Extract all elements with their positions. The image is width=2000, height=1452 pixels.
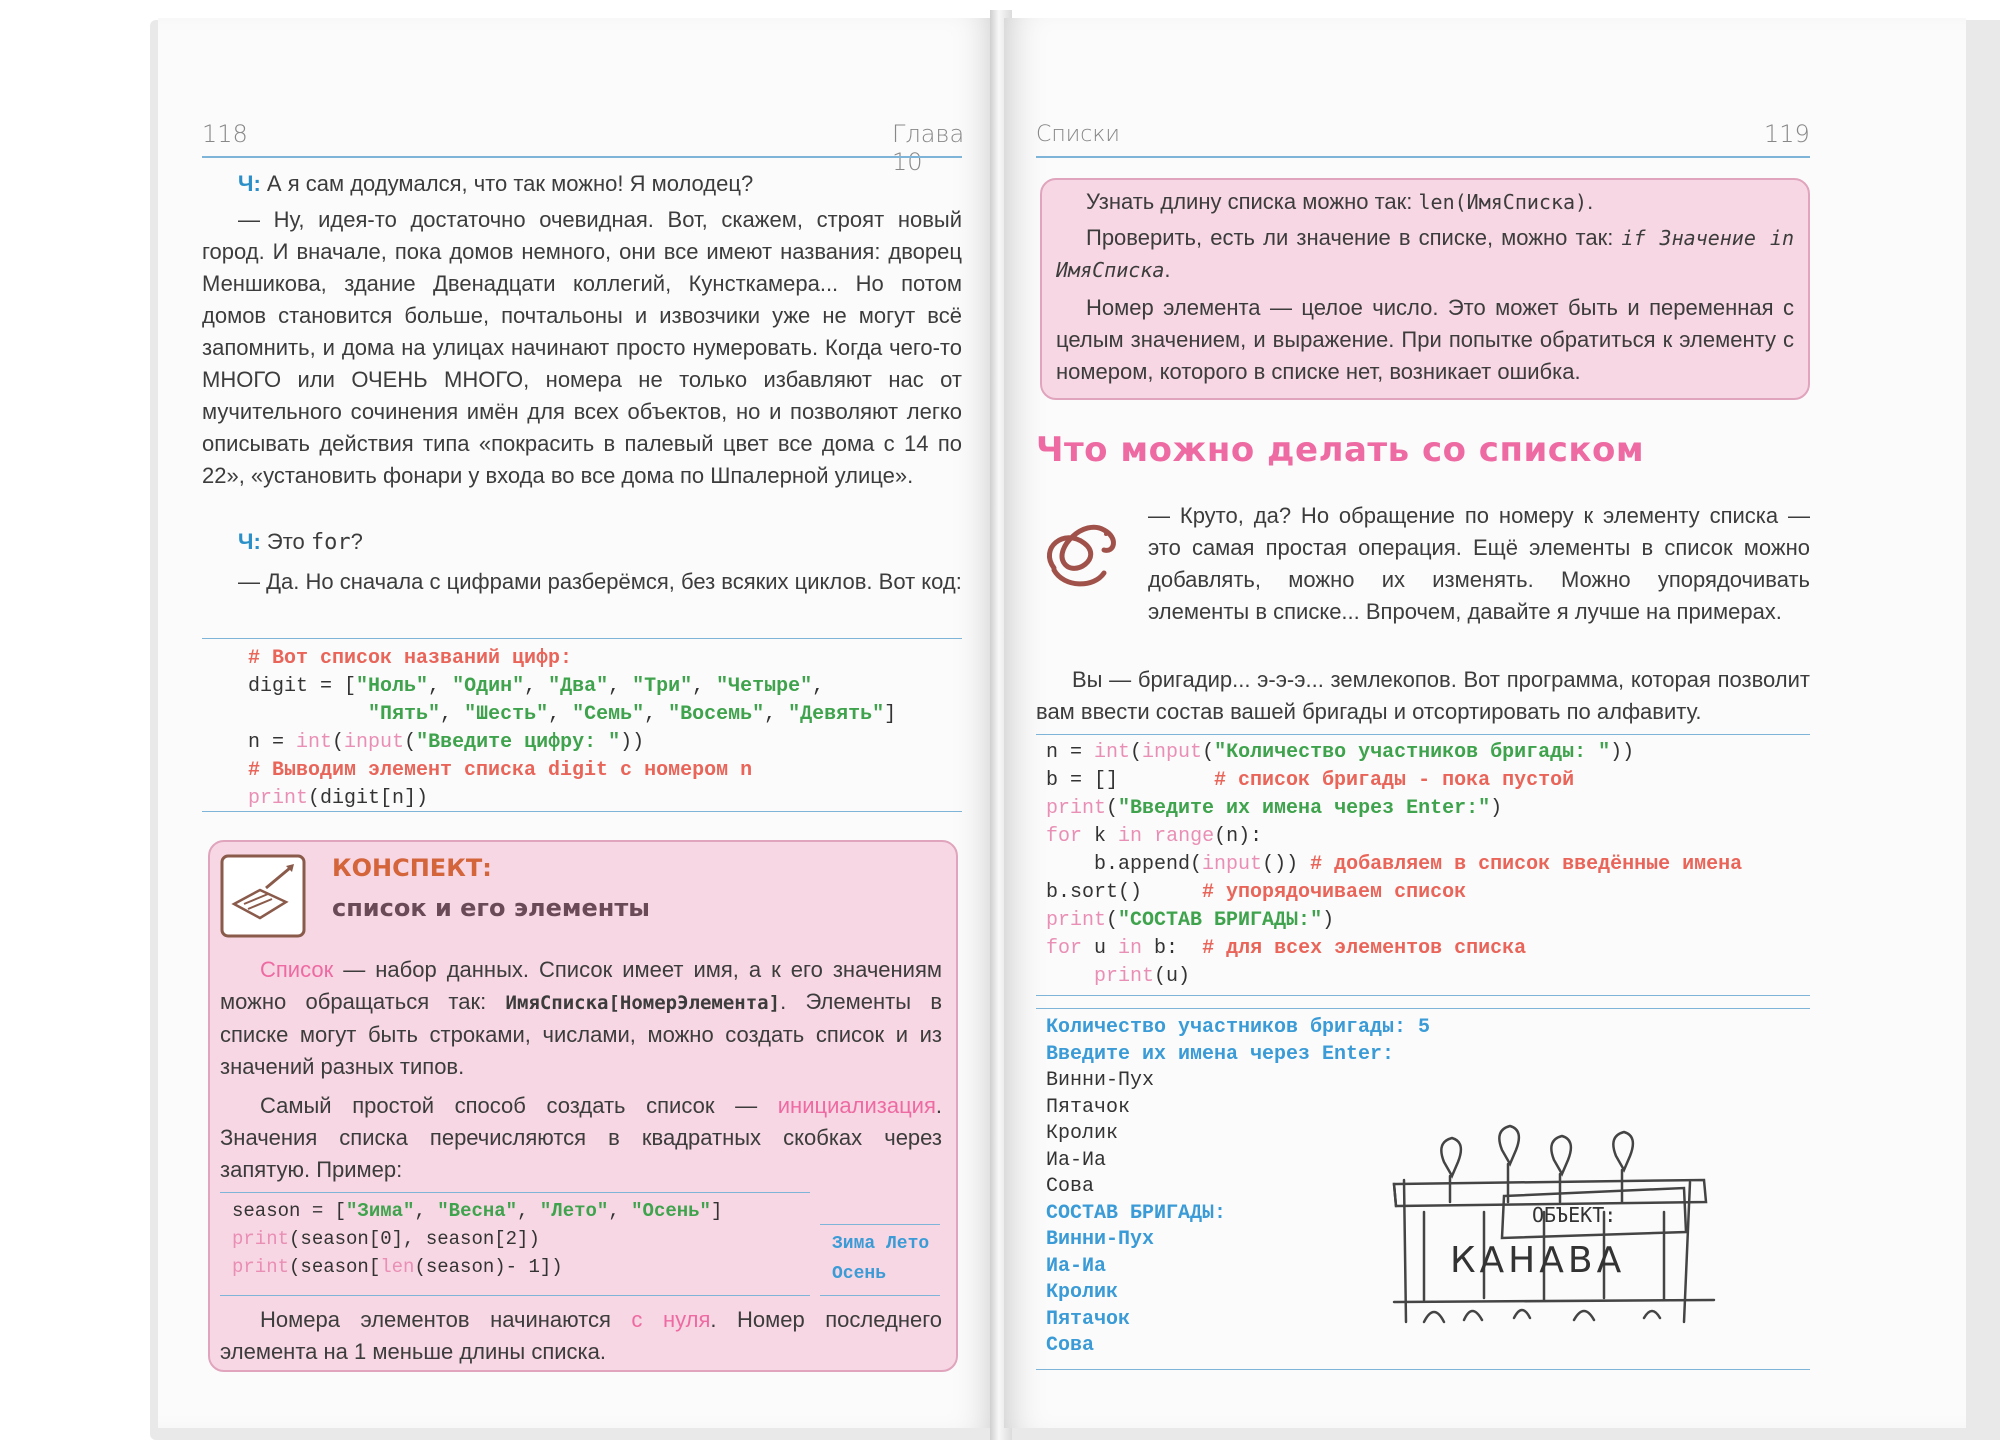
input-line: Кролик: [1046, 1122, 1119, 1145]
term-highlight: Список: [260, 957, 334, 982]
konspekt-text: . Номер последнего элемента на 1 меньше длины списка.: [220, 1307, 942, 1364]
fence-sign-title: КАНАВА: [1450, 1240, 1626, 1281]
code-text: digit = [: [248, 675, 357, 698]
input-line: Винни-Пух: [1046, 1069, 1155, 1092]
paragraph-3-text: Это: [260, 529, 311, 554]
input-line: Иа-Иа: [1046, 1148, 1107, 1172]
code-string: "Лето": [539, 1200, 609, 1222]
inline-code: len(ИмяСписка): [1418, 190, 1588, 214]
konspekt-subtitle: список и его элементы: [332, 894, 650, 922]
output-line: Иа-Иа: [1046, 1254, 1107, 1278]
code-text: b.sort(): [1046, 881, 1143, 904]
code-keyword: input: [1142, 741, 1203, 764]
intro-paragraph: Вы — бригадир... э-э-э... землекопов. Вот программа, которая позволит вам ввести состав вашей бригады и отсортировать по алфавиту.: [1036, 667, 1810, 724]
code-keyword: in: [1118, 937, 1143, 960]
code-keyword: print: [232, 1228, 290, 1250]
code-keyword: range: [1154, 825, 1215, 848]
fence-illustration: [1384, 1122, 1734, 1342]
konspekt-paragraph-1: [220, 954, 942, 1083]
inline-code: for: [310, 530, 351, 555]
output-line: Пятачок: [1046, 1307, 1131, 1331]
info-text: Проверить, есть ли значение в списке, можно так:: [1086, 225, 1622, 250]
code-string: "Четыре": [716, 675, 813, 698]
speaker-label: Ч:: [238, 171, 261, 196]
code-text: k: [1082, 825, 1119, 848]
inline-code: ИмяСписка[НомерЭлемента]: [505, 992, 781, 1014]
code-string: "Один": [452, 675, 525, 698]
konspekt-text: Самый простой способ создать список —: [260, 1093, 778, 1118]
output-line: Винни-Пух: [1046, 1228, 1155, 1251]
header-rule-right: [1036, 156, 1810, 158]
info-paragraph-1: [1056, 186, 1794, 218]
output-line: СОСТАВ БРИГАДЫ:: [1046, 1201, 1227, 1225]
term-highlight: с нуля: [631, 1307, 711, 1332]
output-line: Зима Лето: [832, 1234, 930, 1254]
chapter-label: Глава 10: [892, 120, 965, 176]
code-keyword: for: [1046, 937, 1083, 960]
info-paragraph-3: Номер элемента — целое число. Это может быть и переменная с целым значением, и выражение. При попытке обратиться к элементу с номером, которого в списке нет, возникает ошибка.: [1056, 295, 1794, 384]
code-comment: # для всех элементов списка: [1202, 937, 1527, 960]
konspekt-text: . Значения списка перечисляются в квадратных скобках через запятую. Пример:: [220, 1093, 942, 1182]
code-text: n =: [1046, 741, 1095, 764]
code-keyword: input: [1202, 853, 1263, 876]
code-keyword: int: [296, 731, 333, 754]
konspekt-paragraph-2: [220, 1090, 942, 1186]
code-keyword: input: [344, 731, 405, 754]
code-string: "Девять": [788, 703, 885, 726]
code-string: "Семь": [572, 703, 645, 726]
code-comment: # упорядочиваем список: [1202, 881, 1467, 904]
konspekt-title: КОНСПЕКТ:: [332, 854, 492, 882]
paragraph-4: — Да. Но сначала с цифрами разберёмся, без всяких циклов. Вот код:: [238, 569, 962, 594]
code-keyword: len: [380, 1256, 415, 1278]
code-text: )): [1610, 741, 1635, 764]
code-keyword: int: [1094, 741, 1131, 764]
page-number-left: 118: [202, 120, 248, 148]
code-comment: # список бригады - пока пустой: [1214, 769, 1575, 792]
code-text: (digit[n]): [308, 787, 429, 810]
code-block-season: season = ["Зима", "Весна", "Лето", "Осень"] print(season[0], season[2]) print(season[len(season)- 1]): [220, 1192, 810, 1296]
term-highlight: инициализация: [777, 1093, 936, 1118]
code-string: "Два": [548, 675, 609, 698]
snake-icon: [1034, 508, 1134, 598]
code-keyword: print: [1046, 909, 1107, 932]
konspekt-text: . Элементы в списке могут быть строками, числами, можно создать список и из значений разных типов.: [220, 989, 943, 1079]
paragraph-3-end: ?: [350, 529, 363, 554]
info-paragraph-2: [1056, 222, 1794, 286]
code-string: "СОСТАВ БРИГАДЫ:": [1118, 909, 1323, 932]
code-comment: # Вот список названий цифр:: [248, 647, 573, 670]
input-line: Пятачок: [1046, 1095, 1131, 1119]
info-text: .: [1164, 257, 1171, 282]
output-line: Осень: [832, 1264, 887, 1284]
output-line: Количество участников бригады: 5: [1046, 1016, 1431, 1039]
right-page: [1004, 18, 1966, 1428]
code-string: "Введите их имена через Enter:": [1118, 797, 1491, 820]
code-text: b.append(: [1094, 853, 1203, 876]
header-rule-left: [202, 156, 962, 158]
code-text: (n):: [1214, 825, 1263, 848]
code-text: n =: [248, 731, 297, 754]
code-keyword: print: [1094, 965, 1155, 988]
input-line: Сова: [1046, 1175, 1095, 1198]
code-string: "Осень": [631, 1200, 711, 1222]
code-text: ()): [1262, 853, 1299, 876]
code-text: (season[: [289, 1256, 381, 1278]
konspekt-box: [208, 840, 958, 1372]
section-label: Списки: [1036, 122, 1120, 147]
code-text: u: [1082, 937, 1119, 960]
output-line: Кролик: [1046, 1281, 1119, 1304]
code-string: "Восемь": [668, 703, 765, 726]
code-keyword: print: [1046, 797, 1107, 820]
inline-code: if Значение in ИмяСписка: [1056, 226, 1794, 282]
fence-sign-label: ОБЪЕКТ:: [1532, 1203, 1617, 1227]
output-block-season: [820, 1224, 940, 1296]
code-string: "Ноль": [356, 675, 429, 698]
section-title: Что можно делать со списком: [1036, 430, 1645, 470]
output-line: Сова: [1046, 1334, 1095, 1357]
code-block-digits: # Вот список названий цифр: digit = ["Ноль", "Один", "Два", "Три", "Четыре", "Пять", "Шесть", "Семь", "Восемь", "Девять"] n = int(input("Введите цифру: ")) # Выводим элемент списка digit с номером n print(digit[n]): [202, 638, 962, 812]
output-line: Введите их имена через Enter:: [1046, 1042, 1395, 1066]
code-text: (u): [1154, 965, 1191, 988]
code-string: "Шесть": [464, 703, 549, 726]
left-page: [158, 18, 996, 1428]
code-string: "Весна": [437, 1200, 518, 1222]
code-string: "Введите цифру: ": [416, 731, 621, 754]
code-text: )): [620, 731, 645, 754]
konspekt-text: Номера элементов начинаются: [260, 1307, 632, 1332]
notes-icon: [220, 854, 306, 938]
code-keyword: print: [248, 787, 309, 810]
code-string: "Количество участников бригады: ": [1214, 741, 1611, 764]
code-keyword: print: [232, 1256, 290, 1278]
code-comment: # добавляем в список введённые имена: [1310, 853, 1743, 876]
code-block-brigade: n = int(input("Количество участников бригады: ")) b = [] # список бригады - пока пустой print("Введите их имена через Enter:") for k in range(n): b.append(input()) # добавляем в список введённые имена b.sort() # упорядочиваем список print("СОСТАВ БРИГАДЫ:") for u in b: # для всех элементов списка print(u): [1036, 734, 1810, 996]
info-box: [1040, 178, 1810, 400]
konspekt-text: — набор данных. Список имеет имя, а к его значениям можно обращаться так:: [220, 957, 942, 1014]
code-text: (season)- 1]): [414, 1256, 563, 1278]
paragraph-1-text: А я сам додумался, что так можно! Я молодец?: [260, 171, 754, 196]
code-keyword: for: [1046, 825, 1083, 848]
speaker-label: Ч:: [238, 529, 261, 554]
code-text: (season[0], season[2]): [289, 1228, 540, 1250]
code-keyword: in: [1118, 825, 1143, 848]
code-string: "Три": [632, 675, 693, 698]
code-text: season = [: [232, 1200, 347, 1222]
info-text: .: [1587, 189, 1594, 214]
code-string: "Пять": [368, 703, 441, 726]
konspekt-paragraph-3: [220, 1304, 942, 1368]
code-text: b = []: [1046, 769, 1119, 792]
code-text: b:: [1142, 937, 1179, 960]
paragraph-3: [202, 526, 962, 559]
code-string: "Зима": [346, 1200, 415, 1222]
paragraph-1: [202, 168, 962, 200]
page-number-right: 119: [1764, 120, 1810, 148]
info-text: Узнать длину списка можно так:: [1086, 189, 1419, 214]
paragraph-2: — Ну, идея-то достаточно очевидная. Вот, скажем, строят новый город. И вначале, пока домов немного, они все имеют названия: дворец Меншикова, здание Двенадцати коллегий, Кунсткамера... Но потом домов становится больше, почтальоны и извозчики уже не могут всё запомнить, и дома на улицах начинают просто нумеровать. Когда чего-то МНОГО или ОЧЕНЬ МНОГО, номера не только избавляют нас от мучительного сочинения имён для всех объектов, но и позволяют легко описывать действия типа «покрасить в палевый цвет все дома с 14 по 22», «установить фонари у входа во все дома по Шпалерной улице».: [202, 207, 962, 488]
code-comment: # Выводим элемент списка digit с номером n: [248, 759, 753, 782]
dialog-paragraph: — Круто, да? Но обращение по номеру к элементу списка — это самая простая операция. Ещё элементы в список можно добавлять, можно их изменять. Можно упорядочивать элементы в списке... Впрочем, давайте я лучше на примерах.: [1148, 503, 1810, 624]
